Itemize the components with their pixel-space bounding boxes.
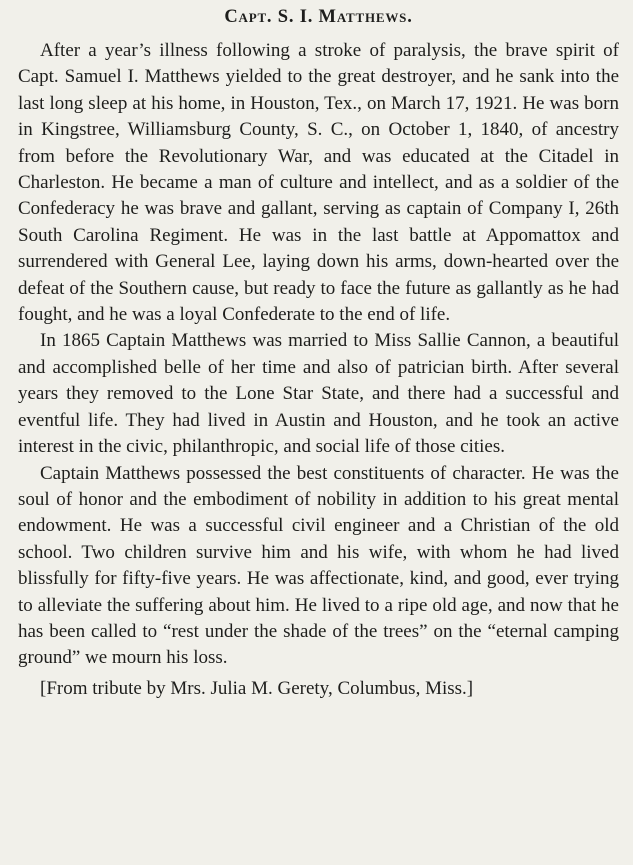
article-attribution: [From tribute by Mrs. Julia M. Gerety, Columbus, Miss.] xyxy=(40,677,474,699)
article-paragraph-3: Captain Matthews possessed the best constituents of character. He was the soul of honor and the embodiment of nobility in addition to his great mental endowment. He was a successful civil engineer and a Christian of the old school. Two children survive him and his wife, with whom he had lived blissfully for fifty-five years. He was affectionate, kind, and good, ever trying to alleviate the suffering about him. He lived to a ripe old age, and now that he has been called to “rest under the shade of the trees” on the “eternal camping ground” we mourn his loss. xyxy=(18,462,619,669)
article-paragraph-2: In 1865 Captain Matthews was married to Miss Sallie Cannon, a beautiful and accomplished belle of her time and also of patrician birth. After several years they removed to the Lone Star State, and there had a successful and eventful life. They had lived in Austin and Houston, and he took an active interest in the civic, philanthropic, and social life of those cities. xyxy=(18,330,619,458)
article-paragraph-1: After a year’s illness following a stroke of paralysis, the brave spirit of Capt. Samuel I. Matthews yielded to the great destroyer, and he sank into the last long sleep at his home, in Houston, Tex., on March 17, 1921. He was born in Kingstree, Williamsburg County, S. C., on October 1, 1840, of ancestry from before the Revolutionary War, and was educated at the Citadel in Charleston. He became a man of culture and intellect, and as a soldier of the Confederacy he was brave and gallant, serving as captain of Company I, 26th South Carolina Regiment. He was in the last battle at Appomattox and surrendered with General Lee, laying down his arms, down-hearted over the defeat of the Southern cause, but ready to face the future as gallantly as he had fought, and he was a loyal Confederate to the end of life. xyxy=(18,40,619,326)
article-title: Capt. S. I. Matthews. xyxy=(224,7,413,27)
